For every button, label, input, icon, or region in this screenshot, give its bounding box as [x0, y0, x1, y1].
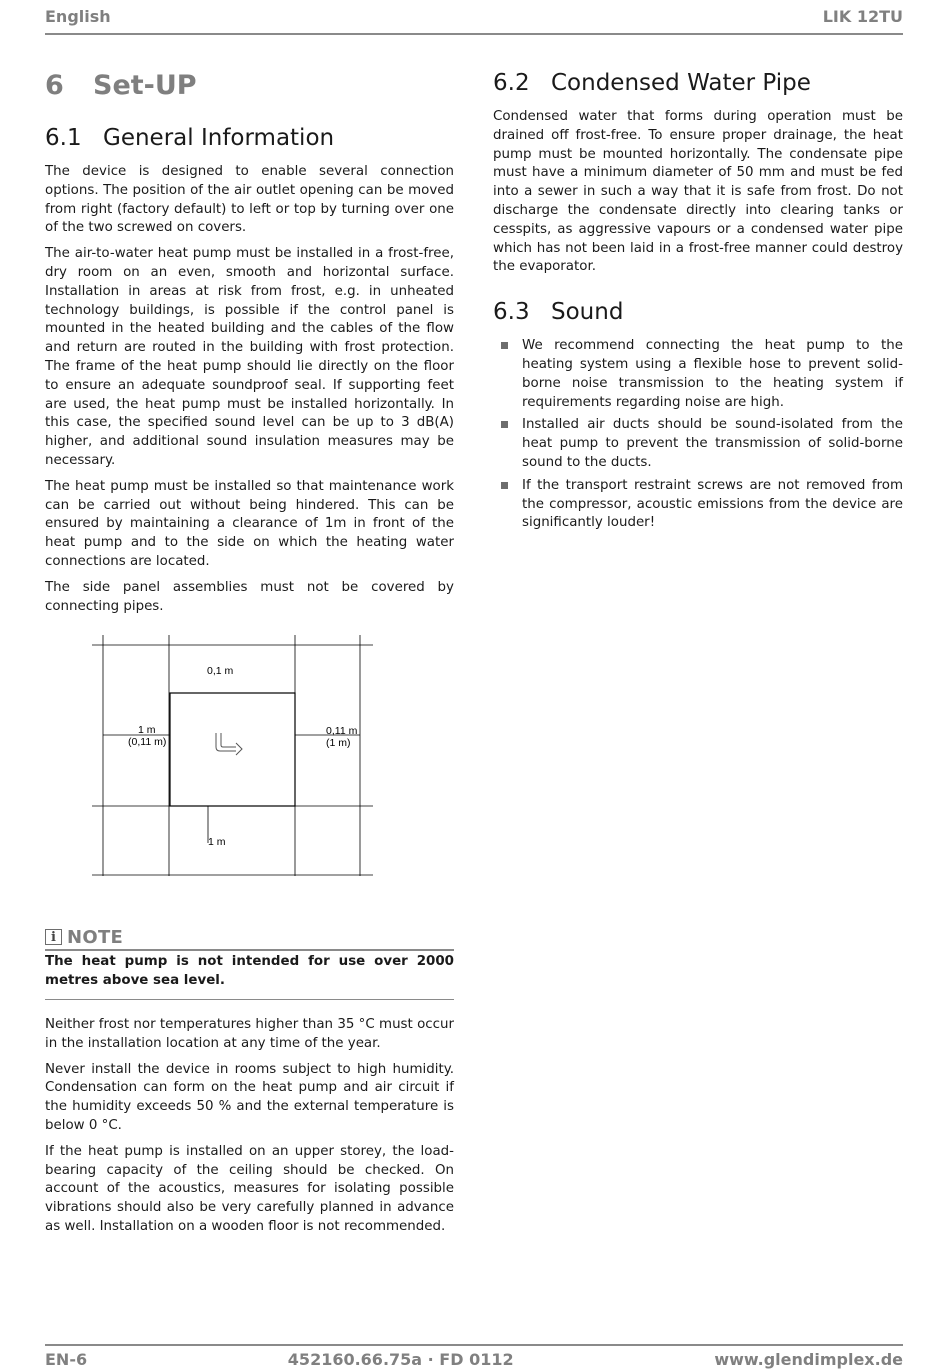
section-6-heading	[45, 70, 454, 101]
section-6-1-title: General Information	[103, 125, 335, 151]
section-6-3-title: Sound	[551, 299, 624, 326]
paragraph-upper-storey: If the heat pump is installed on an upper storey, the load-bearing capacity of the ceiling should be checked. On account of the acoustics, measures for isolating possible vibrations should also be very carefully planned in advance as well. Installation on a wooden floor is not recommended.	[45, 1143, 454, 1234]
label-right-clearance-alt: (1 m)	[326, 737, 351, 750]
label-left-clearance-alt: (0,11 m)	[128, 736, 167, 749]
page-footer	[45, 1344, 903, 1372]
header-model: LIK 12TU	[822, 7, 903, 26]
section-6-title: Set-UP	[93, 70, 197, 101]
section-6-2-heading	[493, 68, 903, 98]
section-6-1-heading	[45, 123, 454, 153]
paragraph-frost-temperature: Neither frost nor temperatures higher than 35 °C must occur in the installation location at any time of the year.	[45, 1016, 454, 1051]
bullet-square-icon	[501, 482, 508, 489]
section-6-3-heading	[493, 297, 903, 327]
paragraph-maintenance-clearance: The heat pump must be installed so that maintenance work can be carried out without being hindered. This can be ensured by maintaining a clearance of 1m in front of the heat pump and to the side on which the heating water connections are located.	[45, 478, 454, 569]
section-6-number: 6	[45, 70, 64, 101]
heat-pump-outline	[170, 693, 295, 806]
section-6-1-number: 6.1	[45, 125, 82, 151]
note-title: NOTE	[67, 926, 124, 948]
right-column	[493, 60, 903, 537]
list-item	[493, 337, 903, 412]
bullet-text: Installed air ducts should be sound-isolated from the heat pump to prevent the transmission of solid-borne sound to the ducts.	[522, 417, 903, 470]
footer-page-number: EN-6	[45, 1349, 88, 1369]
clearance-diagram	[90, 633, 380, 883]
note-header	[45, 927, 454, 951]
label-bottom-clearance: 1 m	[208, 836, 226, 849]
info-icon: i	[45, 929, 62, 945]
sound-bullet-list	[493, 337, 903, 533]
section-6-3-number: 6.3	[493, 299, 530, 326]
footer-website-link[interactable]: www.glendimplex.de	[714, 1349, 903, 1369]
bullet-text: We recommend connecting the heat pump to the heating system using a flexible hose to prevent solid-borne noise transmission to the heating system if requirements regarding noise are high.	[522, 338, 903, 410]
bullet-square-icon	[501, 342, 508, 349]
left-column	[45, 60, 454, 1244]
paragraph-humidity: Never install the device in rooms subject to high humidity. Condensation can form on the heat pump and air circuit if the humidity exceeds 50 % and the external temperature is below 0 °C.	[45, 1061, 454, 1133]
label-top-clearance: 0,1 m	[207, 665, 234, 678]
bullet-text: If the transport restraint screws are not removed from the compressor, acoustic emissions from the device are significantly louder!	[522, 477, 903, 531]
section-6-2-title: Condensed Water Pipe	[551, 70, 811, 96]
list-item	[493, 416, 903, 472]
page-header	[45, 0, 903, 35]
bullet-square-icon	[501, 421, 508, 428]
paragraph-side-panels: The side panel assemblies must not be covered by connecting pipes.	[45, 579, 454, 614]
note-text: The heat pump is not intended for use over 2000 metres above sea level.	[45, 951, 454, 1000]
header-language: English	[45, 7, 111, 26]
label-left-clearance: 1 m	[138, 724, 156, 737]
paragraph-connection-options: The device is designed to enable several connection options. The position of the air outlet opening can be moved from right (factory default) to left or top by turning over one of the two screwed on covers.	[45, 164, 454, 236]
list-item	[493, 477, 903, 533]
label-right-clearance: 0,11 m	[326, 725, 358, 738]
note-box	[45, 927, 454, 1000]
paragraph-condensed-water: Condensed water that forms during operation must be drained off frost-free. To ensure proper drainage, the heat pump must be mounted horizontally. The condensate pipe must have a minimum diameter of 50 mm and must be fed into a sewer in such a way that it is safe from frost. Do not discharge the condensate directly into clearing tanks or cesspits, as aggressive vapours or a condensed water pipe which has not been laid in a frost-free manner could destroy the evaporator.	[493, 109, 903, 275]
section-6-2-number: 6.2	[493, 70, 530, 96]
paragraph-installation-room: The air-to-water heat pump must be installed in a frost-free, dry room on an even, smooth and horizontal surface. Installation in areas at risk from frost, e.g. in unheated technology buildings, is possible if the control panel is mounted in the heated building and the cables of the flow and return are routed in the building with frost protection. The frame of the heat pump should lie directly on the floor to ensure an adequate soundproof seal. If supporting feet are used, the heat pump must be installed horizontally. In this case, the specified sound level can be up to 3 dB(A) higher, and additional sound insulation measures may be necessary.	[45, 246, 454, 468]
footer-doc-code: 452160.66.75a · FD 0112	[287, 1349, 514, 1369]
air-outlet-arrow-icon	[216, 733, 242, 755]
